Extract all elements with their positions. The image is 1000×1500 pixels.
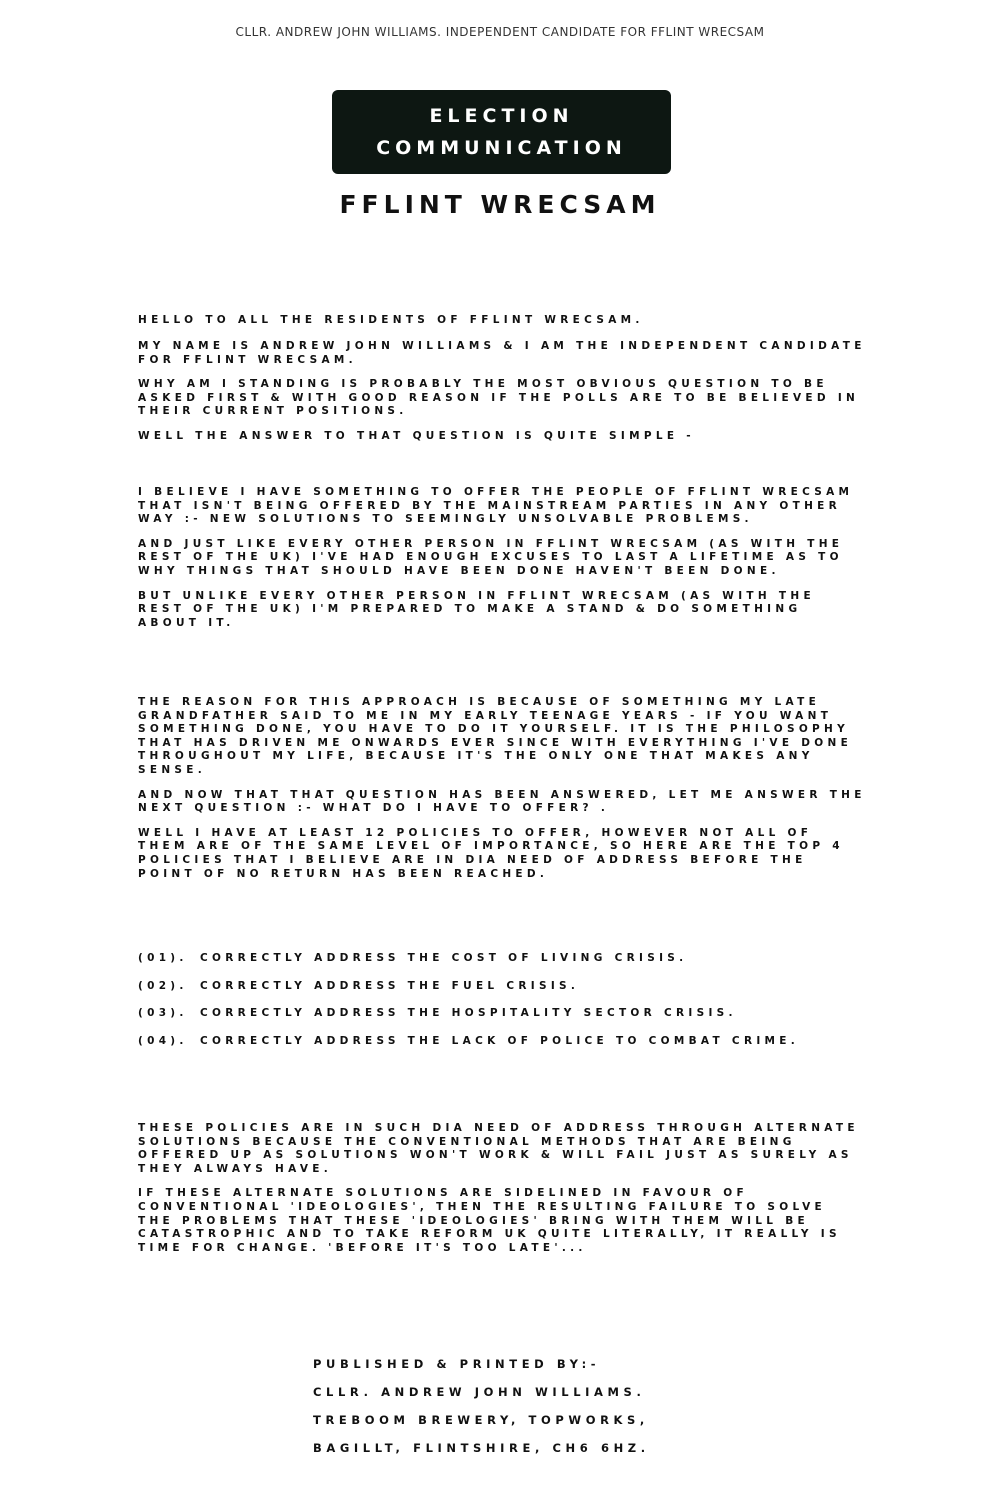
approach-section bbox=[138, 696, 868, 892]
imprint-address-line1: TREBOOM BREWERY, TOPWORKS, bbox=[313, 1413, 649, 1427]
excuses-paragraph: AND JUST LIKE EVERY OTHER PERSON IN FFLINT WRECSAM (AS WITH THE REST OF THE UK) I'VE HAD ENOUGH EXCUSES TO LAST A LIFETIME AS TO WHY THINGS THAT SHOULD HAVE BEEN DONE HAVEN'T BEEN DONE. bbox=[138, 537, 844, 577]
policy-item bbox=[138, 952, 868, 966]
belief-section bbox=[138, 486, 868, 641]
badge-line-election: ELECTION bbox=[429, 105, 574, 127]
policies-intro-paragraph: WELL I HAVE AT LEAST 12 POLICIES TO OFFER, HOWEVER NOT ALL OF THEM ARE OF THE SAME LEVEL OF IMPORTANCE, SO HERE ARE THE TOP 4 POLICIES THAT I BELIEVE ARE IN DIA NEED OF ADDRESS BEFORE THE POINT OF NO RETURN HAS BEEN REACHED. bbox=[138, 826, 844, 880]
publisher-imprint bbox=[313, 1350, 650, 1462]
policy-text: CORRECTLY ADDRESS THE FUEL CRISIS. bbox=[200, 979, 580, 992]
approach-paragraph: THE REASON FOR THIS APPROACH IS BECAUSE OF SOMETHING MY LATE GRANDFATHER SAID TO ME IN MY EARLY TEENAGE YEARS - IF YOU WANT SOMETHING DONE, YOU HAVE TO DO IT YOURSELF. IT IS THE PHILOSOPHY THAT HAS DRIVEN ME ONWARDS EVER SINCE WITH EVERYTHING I'VE DONE THROUGHOUT MY LIFE, BECAUSE IT'S THE ONLY ONE THAT MAKES ANY SENSE. bbox=[138, 696, 853, 776]
policy-list bbox=[138, 952, 868, 1062]
stand-paragraph: BUT UNLIKE EVERY OTHER PERSON IN FFLINT WRECSAM (AS WITH THE REST OF THE UK) I'M PREPARED TO MAKE A STAND & DO SOMETHING ABOUT IT. bbox=[138, 589, 815, 629]
policy-item bbox=[138, 1035, 868, 1049]
policy-item bbox=[138, 1007, 868, 1021]
policy-number: (01). bbox=[138, 952, 188, 964]
election-communication-badge bbox=[332, 90, 671, 174]
policy-number: (02). bbox=[138, 979, 188, 992]
policy-text: CORRECTLY ADDRESS THE LACK OF POLICE TO COMBAT CRIME. bbox=[200, 1034, 800, 1047]
imprint-name: CLLR. ANDREW JOHN WILLIAMS. bbox=[313, 1385, 646, 1399]
conclusion-section bbox=[138, 1122, 868, 1266]
next-question-paragraph: AND NOW THAT THAT QUESTION HAS BEEN ANSWERED, LET ME ANSWER THE NEXT QUESTION :- WHAT DO I HAVE TO OFFER? . bbox=[138, 788, 866, 815]
greeting-paragraph: HELLO TO ALL THE RESIDENTS OF FFLINT WRECSAM. bbox=[138, 314, 644, 326]
policy-number: (04). bbox=[138, 1034, 188, 1047]
alternate-solutions-paragraph: THESE POLICIES ARE IN SUCH DIA NEED OF ADDRESS THROUGH ALTERNATE SOLUTIONS BECAUSE THE CONVENTIONAL METHODS THAT ARE BEING OFFERED UP AS SOLUTIONS WON'T WORK & WILL FAIL JUST AS SURELY AS THEY ALWAYS HAVE. bbox=[138, 1122, 859, 1175]
intro-paragraph: MY NAME IS ANDREW JOHN WILLIAMS & I AM THE INDEPENDENT CANDIDATE FOR FFLINT WRECSAM. bbox=[138, 340, 866, 366]
closing-paragraph: IF THESE ALTERNATE SOLUTIONS ARE SIDELINED IN FAVOUR OF CONVENTIONAL 'IDEOLOGIES', THEN THE RESULTING FAILURE TO SOLVE THE PROBLEMS THAT THESE 'IDEOLOGIES' BRING WITH THEM WILL BE CATASTROPHIC AND TO TAKE REFORM UK QUITE LITERALLY, IT REALLY IS TIME FOR CHANGE. 'BEFORE IT'S TOO LATE'... bbox=[138, 1187, 841, 1254]
imprint-heading: PUBLISHED & PRINTED BY:- bbox=[313, 1357, 601, 1371]
candidate-header-line: CLLR. ANDREW JOHN WILLIAMS. INDEPENDENT CANDIDATE FOR FFLINT WRECSAM bbox=[235, 25, 765, 39]
constituency-title: FFLINT WRECSAM bbox=[339, 190, 661, 219]
policy-text: CORRECTLY ADDRESS THE HOSPITALITY SECTOR CRISIS. bbox=[200, 1007, 737, 1020]
imprint-address-line2: BAGILLT, FLINTSHIRE, CH6 6HZ. bbox=[313, 1441, 650, 1455]
policy-text: CORRECTLY ADDRESS THE COST OF LIVING CRISIS. bbox=[200, 952, 688, 964]
answer-lead-paragraph: WELL THE ANSWER TO THAT QUESTION IS QUITE SIMPLE - bbox=[138, 429, 695, 442]
policy-item bbox=[138, 980, 868, 994]
belief-paragraph: I BELIEVE I HAVE SOMETHING TO OFFER THE PEOPLE OF FFLINT WRECSAM THAT ISN'T BEING OFFERED BY THE MAINSTREAM PARTIES IN ANY OTHER WAY :- NEW SOLUTIONS TO SEEMINGLY UNSOLVABLE PROBLEMS. bbox=[138, 486, 854, 526]
why-standing-paragraph: WHY AM I STANDING IS PROBABLY THE MOST OBVIOUS QUESTION TO BE ASKED FIRST & WITH GOOD REASON IF THE POLLS ARE TO BE BELIEVED IN THEIR CURRENT POSITIONS. bbox=[138, 378, 860, 418]
badge-line-communication: COMMUNICATION bbox=[376, 137, 627, 159]
policy-number: (03). bbox=[138, 1007, 188, 1020]
intro-section bbox=[138, 340, 868, 455]
